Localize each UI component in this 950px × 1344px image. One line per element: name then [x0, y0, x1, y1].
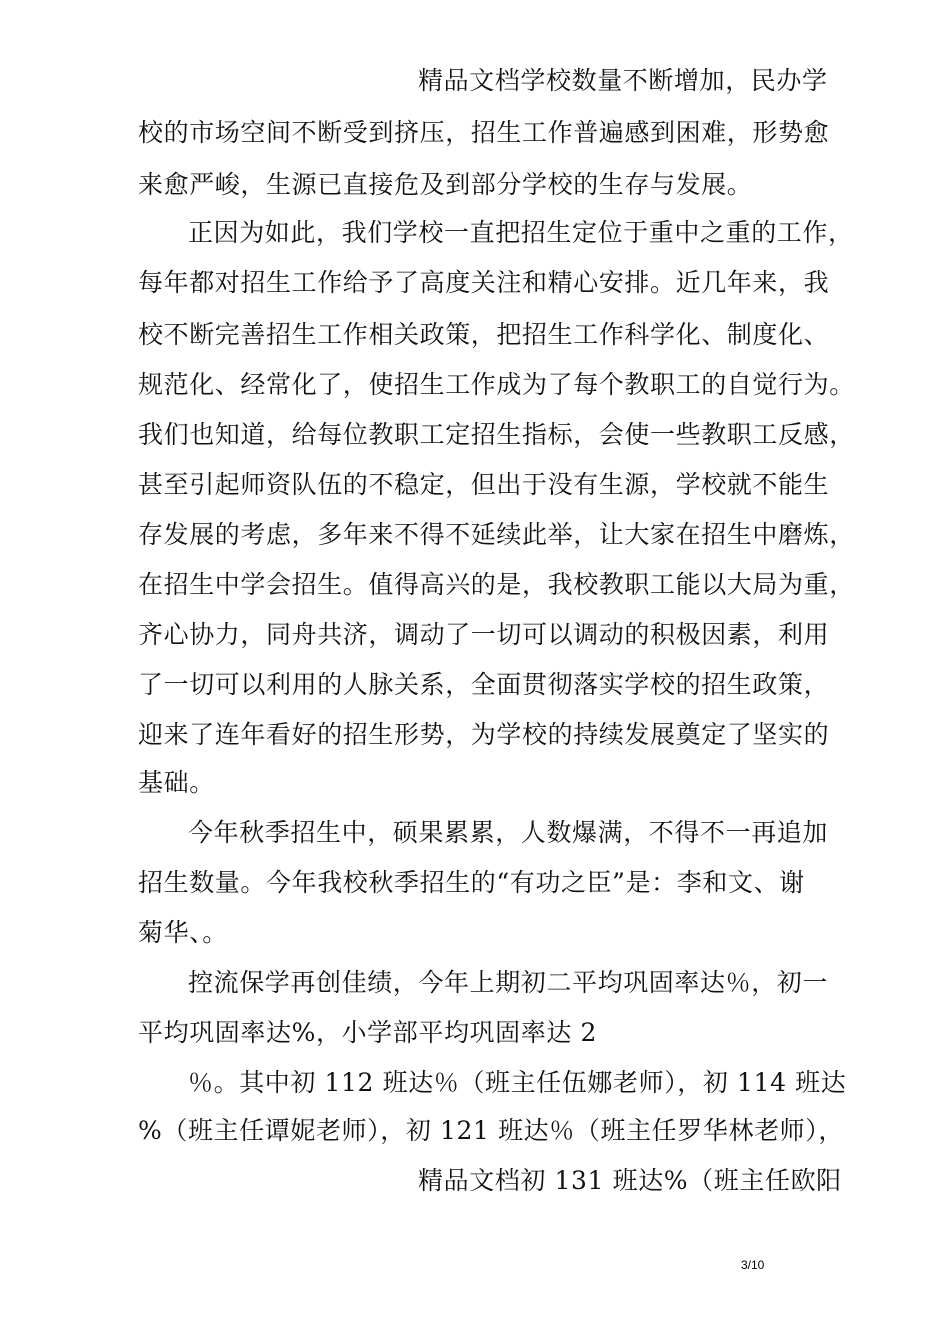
- text-line-19: 控流保学再创佳绩，今年上期初二平均巩固率达％，初一: [188, 968, 829, 997]
- text-line-14: 迎来了连年看好的招生形势，为学校的持续发展奠定了坚实的: [138, 720, 830, 749]
- text-line-13: 了一切可以利用的人脉关系，全面贯彻落实学校的招生政策，: [138, 670, 830, 699]
- text-line-15: 基础。: [138, 768, 215, 797]
- text-line-6: 校不断完善招生工作相关政策，把招生工作科学化、制度化、: [138, 320, 830, 349]
- text-line-3: 来愈严峻，生源已直接危及到部分学校的生存与发展。: [138, 170, 753, 199]
- text-line-12: 齐心协力，同舟共济，调动了一切可以调动的积极因素，利用: [138, 620, 830, 649]
- text-line-8: 我们也知道，给每位教职工定招生指标，会使一些教职工反感，: [138, 420, 855, 449]
- text-line-11: 在招生中学会招生。值得高兴的是，我校教职工能以大局为重，: [138, 570, 855, 599]
- text-line-20: 平均巩固率达%，小学部平均巩固率达 2: [138, 1018, 598, 1047]
- text-line-18: 菊华、。: [138, 918, 228, 947]
- text-line-9: 甚至引起师资队伍的不稳定，但出于没有生源，学校就不能生: [138, 470, 830, 499]
- text-line-21: ％。其中初 112 班达％（班主任伍娜老师），初 114 班达: [188, 1068, 847, 1097]
- text-line-1: 精品文档学校数量不断增加，民办学: [418, 66, 828, 95]
- text-line-4: 正因为如此，我们学校一直把招生定位于重中之重的工作，: [188, 218, 854, 247]
- text-line-22: %（班主任谭妮老师），初 121 班达％（班主任罗华林老师），: [138, 1116, 844, 1145]
- text-line-7: 规范化、经常化了，使招生工作成为了每个教职工的自觉行为。: [138, 370, 855, 399]
- page-indicator: 3/10: [741, 1258, 765, 1272]
- text-line-2: 校的市场空间不断受到挤压，招生工作普遍感到困难，形势愈: [138, 118, 830, 147]
- text-line-17: 招生数量。今年我校秋季招生的“有功之臣”是：李和文、谢: [138, 868, 805, 897]
- text-line-23: 精品文档初 131 班达%（班主任欧阳: [418, 1166, 842, 1195]
- text-line-5: 每年都对招生工作给予了高度关注和精心安排。近几年来，我: [138, 268, 830, 297]
- text-line-16: 今年秋季招生中，硕果累累，人数爆满，不得不一再追加: [188, 818, 829, 847]
- text-line-10: 存发展的考虑，多年来不得不延续此举，让大家在招生中磨炼，: [138, 520, 855, 549]
